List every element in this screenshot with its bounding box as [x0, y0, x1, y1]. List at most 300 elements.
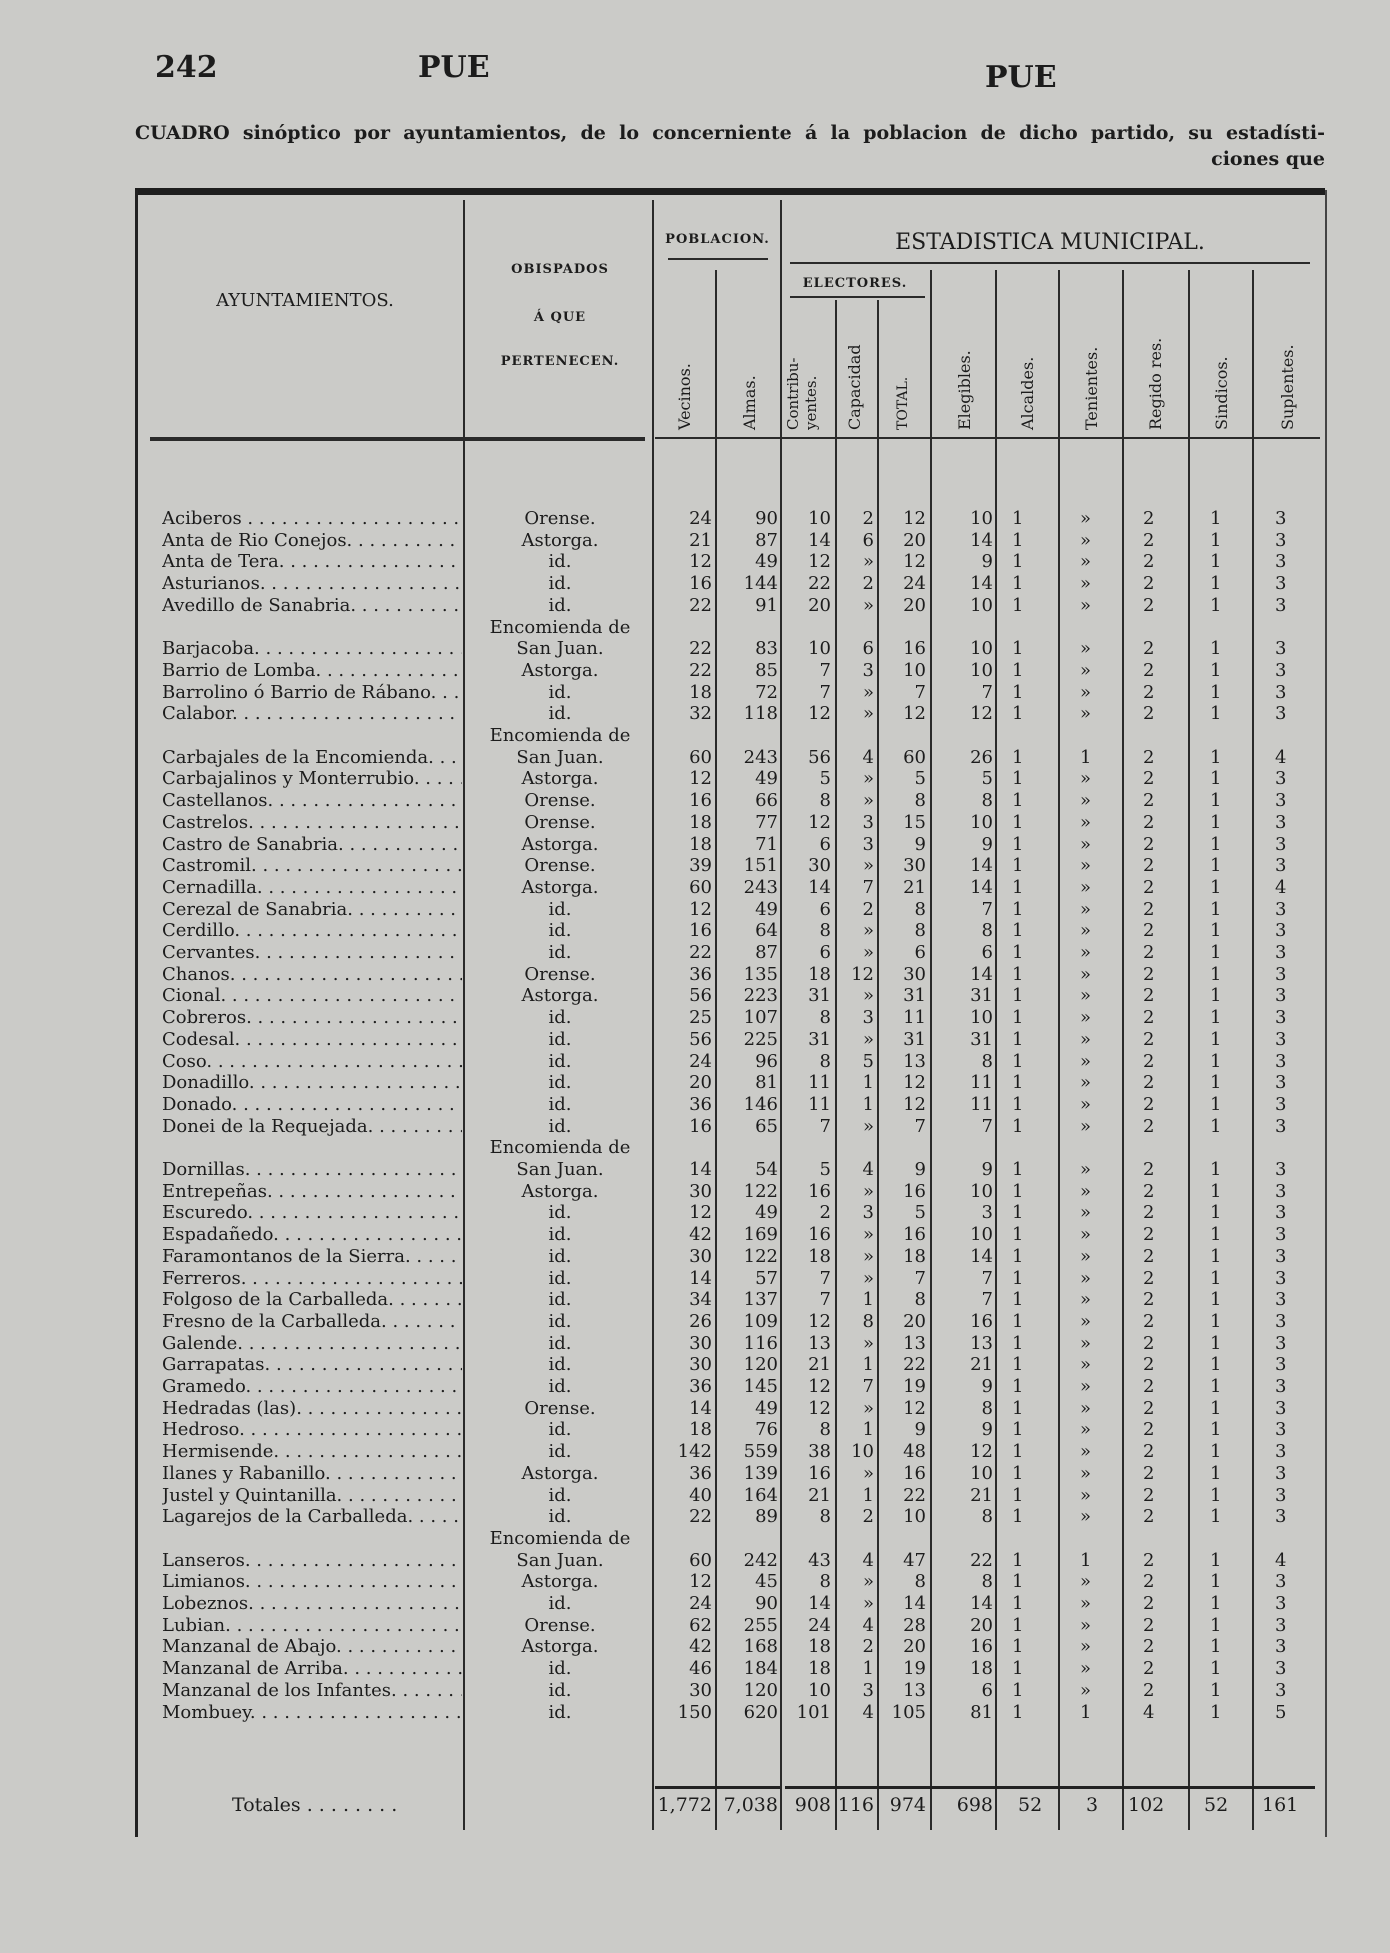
cell-tot: 12	[903, 1072, 926, 1093]
cell-sin: 1	[1210, 877, 1222, 898]
cell-vec: 36	[689, 1463, 712, 1484]
obispado-cell: id.	[548, 1311, 572, 1332]
obispado-prefix-line	[0, 725, 1390, 747]
cell-reg: 2	[1143, 1419, 1155, 1440]
cell-sup: 3	[1275, 682, 1287, 703]
obispado-prefix: Encomienda de	[489, 725, 631, 746]
ayuntamiento-name: Justel y Quintanilla. . . .	[162, 1485, 462, 1507]
table-row	[0, 1116, 1390, 1138]
cell-con: 30	[808, 855, 831, 876]
cell-con: 20	[808, 595, 831, 616]
cell-sin: 1	[1210, 964, 1222, 985]
cell-vec: 32	[689, 703, 712, 724]
cell-con: 8	[819, 1571, 831, 1592]
cell-sup: 3	[1275, 1072, 1287, 1093]
cell-sup: 3	[1275, 638, 1287, 659]
cell-alm: 45	[755, 1571, 778, 1592]
cell-sup: 3	[1275, 985, 1287, 1006]
table-row	[0, 1376, 1390, 1398]
cell-reg: 2	[1143, 638, 1155, 659]
table-row	[0, 877, 1390, 899]
cell-reg: 2	[1143, 1029, 1155, 1050]
cell-reg: 2	[1143, 1268, 1155, 1289]
cell-alm: 120	[743, 1680, 778, 1701]
table-row	[0, 964, 1390, 986]
cell-reg: 2	[1143, 1051, 1155, 1072]
cell-alc: 1	[1012, 1485, 1024, 1506]
cell-cap: 1	[862, 1289, 874, 1310]
cell-cap: »	[862, 1224, 874, 1245]
cell-reg: 2	[1143, 1246, 1155, 1267]
obispado-cell: San Juan.	[516, 1159, 604, 1180]
cell-ten: »	[1080, 877, 1092, 898]
cell-vec: 12	[689, 768, 712, 789]
cell-cap: »	[862, 1463, 874, 1484]
cell-cap: 1	[862, 1072, 874, 1093]
cell-sup: 3	[1275, 1159, 1287, 1180]
cell-ele: 7	[981, 1289, 993, 1310]
cell-tot: 20	[903, 530, 926, 551]
obispado-cell: id.	[548, 1051, 572, 1072]
cell-ele: 14	[970, 1593, 993, 1614]
cell-sup: 3	[1275, 1116, 1287, 1137]
cell-sup: 3	[1275, 1506, 1287, 1527]
header-suplentes: Suplentes.	[1278, 344, 1297, 430]
cell-sup: 3	[1275, 1441, 1287, 1462]
cell-reg: 2	[1143, 747, 1155, 768]
cell-tot: 30	[903, 964, 926, 985]
cell-sup: 3	[1275, 855, 1287, 876]
cell-cap: »	[862, 551, 874, 572]
cell-sin: 1	[1210, 1571, 1222, 1592]
table-row	[0, 1636, 1390, 1658]
totals-label-text: Totales	[232, 1794, 301, 1816]
cell-alc: 1	[1012, 985, 1024, 1006]
cell-cap: 1	[862, 1419, 874, 1440]
cell-tot: 8	[914, 790, 926, 811]
cell-alm: 83	[755, 638, 778, 659]
cell-tot: 7	[914, 1268, 926, 1289]
ayuntamiento-name: Anta de Tera. . . .	[162, 551, 462, 573]
cell-vec: 22	[689, 942, 712, 963]
ayuntamiento-name: Cerdillo. . . .	[162, 920, 462, 942]
cell-cap: 8	[862, 1311, 874, 1332]
cell-sin: 1	[1210, 812, 1222, 833]
obispado-cell: Astorga.	[521, 530, 599, 551]
cell-vec: 16	[689, 573, 712, 594]
table-row	[0, 1159, 1390, 1181]
cell-sin: 1	[1210, 1593, 1222, 1614]
cell-ten: »	[1080, 1007, 1092, 1028]
running-head-right: PUE	[985, 60, 1057, 95]
obispado-cell: Orense.	[524, 1615, 596, 1636]
cell-tot: 20	[903, 1636, 926, 1657]
cell-cap: 6	[862, 530, 874, 551]
cell-ten: »	[1080, 682, 1092, 703]
cell-alc: 1	[1012, 790, 1024, 811]
cell-vec: 14	[689, 1159, 712, 1180]
cell-con: 12	[808, 1376, 831, 1397]
cell-con: 12	[808, 1311, 831, 1332]
cell-alm: 255	[743, 1615, 778, 1636]
cell-ele: 14	[970, 573, 993, 594]
table-caption	[135, 120, 1325, 172]
cell-ten: »	[1080, 1463, 1092, 1484]
cell-ten: »	[1080, 1289, 1092, 1310]
total-alcaldes: 52	[1018, 1794, 1043, 1816]
cell-reg: 2	[1143, 899, 1155, 920]
cell-alm: 620	[743, 1702, 778, 1723]
cell-sin: 1	[1210, 1224, 1222, 1245]
cell-ten: »	[1080, 1094, 1092, 1115]
ayuntamiento-name: Espadañedo. . . .	[162, 1224, 462, 1246]
cell-alc: 1	[1012, 920, 1024, 941]
cell-ten: »	[1080, 1051, 1092, 1072]
cell-alc: 1	[1012, 1376, 1024, 1397]
table-row	[0, 530, 1390, 552]
cell-cap: »	[862, 985, 874, 1006]
cell-con: 8	[819, 1506, 831, 1527]
table-row	[0, 1311, 1390, 1333]
cell-cap: 3	[862, 1202, 874, 1223]
cell-alc: 1	[1012, 855, 1024, 876]
cell-tot: 11	[903, 1007, 926, 1028]
table-row	[0, 573, 1390, 595]
header-obispados-2: Á QUE	[533, 310, 587, 325]
cell-alc: 1	[1012, 1702, 1024, 1723]
cell-ele: 12	[970, 1441, 993, 1462]
cell-alm: 49	[755, 1398, 778, 1419]
cell-cap: 3	[862, 812, 874, 833]
obispado-cell: id.	[548, 920, 572, 941]
obispado-cell: Astorga.	[521, 1181, 599, 1202]
cell-cap: 3	[862, 1007, 874, 1028]
cell-tot: 47	[903, 1550, 926, 1571]
totals-label: Totales . . . . . . . .	[232, 1794, 398, 1816]
ayuntamiento-name: Castellanos. . . .	[162, 790, 462, 812]
cell-ten: »	[1080, 1615, 1092, 1636]
cell-cap: »	[862, 1333, 874, 1354]
cell-ten: 1	[1080, 1702, 1092, 1723]
cell-sin: 1	[1210, 1094, 1222, 1115]
obispado-cell: Astorga.	[521, 877, 599, 898]
cell-vec: 36	[689, 1094, 712, 1115]
cell-ten: 1	[1080, 747, 1092, 768]
total-elegibles: 698	[956, 1794, 993, 1816]
cell-vec: 30	[689, 1333, 712, 1354]
header-total: TOTAL.	[895, 376, 911, 430]
cell-vec: 22	[689, 660, 712, 681]
estadistica-brace	[790, 262, 1310, 264]
cell-alc: 1	[1012, 1636, 1024, 1657]
cell-con: 10	[808, 508, 831, 529]
obispado-cell: id.	[548, 899, 572, 920]
obispado-prefix-line	[0, 617, 1390, 639]
cell-cap: 2	[862, 1636, 874, 1657]
cell-cap: 7	[862, 877, 874, 898]
cell-sup: 3	[1275, 1289, 1287, 1310]
cell-ele: 81	[970, 1702, 993, 1723]
cell-alc: 1	[1012, 747, 1024, 768]
table-row	[0, 660, 1390, 682]
cell-tot: 20	[903, 1311, 926, 1332]
cell-sin: 1	[1210, 855, 1222, 876]
cell-alm: 109	[743, 1311, 778, 1332]
cell-vec: 30	[689, 1181, 712, 1202]
cell-sup: 3	[1275, 1636, 1287, 1657]
cell-cap: 3	[862, 660, 874, 681]
cell-alm: 122	[743, 1181, 778, 1202]
cell-sin: 1	[1210, 1485, 1222, 1506]
ayuntamiento-name: Asturianos. . . .	[162, 573, 462, 595]
header-obispados-3: PERTENECEN.	[500, 354, 620, 369]
cell-reg: 2	[1143, 1072, 1155, 1093]
table-row	[0, 1571, 1390, 1593]
cell-cap: »	[862, 1029, 874, 1050]
table-row	[0, 551, 1390, 573]
cell-con: 10	[808, 1680, 831, 1701]
cell-con: 8	[819, 790, 831, 811]
cell-tot: 16	[903, 1224, 926, 1245]
cell-sin: 1	[1210, 551, 1222, 572]
cell-sin: 1	[1210, 508, 1222, 529]
cell-alm: 120	[743, 1354, 778, 1375]
table-row	[0, 1658, 1390, 1680]
obispado-prefix: Encomienda de	[489, 1528, 631, 1549]
cell-sup: 3	[1275, 1398, 1287, 1419]
cell-reg: 2	[1143, 1289, 1155, 1310]
cell-con: 6	[819, 834, 831, 855]
ayuntamiento-name: Donado. . . .	[162, 1094, 462, 1116]
cell-sin: 1	[1210, 985, 1222, 1006]
cell-ele: 14	[970, 1246, 993, 1267]
cell-tot: 21	[903, 877, 926, 898]
obispado-cell: id.	[548, 1007, 572, 1028]
cell-con: 13	[808, 1333, 831, 1354]
cell-ele: 11	[970, 1072, 993, 1093]
cell-alm: 71	[755, 834, 778, 855]
cell-vec: 22	[689, 638, 712, 659]
cell-vec: 34	[689, 1289, 712, 1310]
cell-cap: »	[862, 1181, 874, 1202]
cell-alc: 1	[1012, 703, 1024, 724]
cell-alm: 137	[743, 1289, 778, 1310]
ayuntamiento-name: Chanos. . . .	[162, 964, 462, 986]
cell-tot: 22	[903, 1485, 926, 1506]
cell-tot: 16	[903, 638, 926, 659]
cell-reg: 4	[1143, 1702, 1155, 1723]
obispado-cell: Astorga.	[521, 1636, 599, 1657]
cell-con: 24	[808, 1615, 831, 1636]
cell-ten: »	[1080, 1333, 1092, 1354]
cell-ele: 10	[970, 1007, 993, 1028]
cell-ele: 8	[981, 1571, 993, 1592]
table-row	[0, 1615, 1390, 1637]
cell-alc: 1	[1012, 964, 1024, 985]
cell-sin: 1	[1210, 1289, 1222, 1310]
table-row	[0, 1398, 1390, 1420]
ayuntamiento-name: Cobreros. . . .	[162, 1007, 462, 1029]
cell-con: 12	[808, 703, 831, 724]
table-row	[0, 595, 1390, 617]
table-row	[0, 899, 1390, 921]
cell-vec: 56	[689, 985, 712, 1006]
cell-reg: 2	[1143, 812, 1155, 833]
obispado-cell: Astorga.	[521, 1463, 599, 1484]
cell-tot: 31	[903, 985, 926, 1006]
cell-ele: 10	[970, 508, 993, 529]
cell-tot: 13	[903, 1051, 926, 1072]
cell-con: 18	[808, 1636, 831, 1657]
cell-ele: 10	[970, 595, 993, 616]
ayuntamiento-name: Donei de la Requejada. . . .	[162, 1116, 462, 1138]
cell-tot: 8	[914, 899, 926, 920]
cell-vec: 14	[689, 1398, 712, 1419]
cell-sin: 1	[1210, 1116, 1222, 1137]
cell-ten: »	[1080, 1441, 1092, 1462]
cell-alc: 1	[1012, 1354, 1024, 1375]
cell-con: 11	[808, 1072, 831, 1093]
cell-vec: 16	[689, 1116, 712, 1137]
ayuntamiento-name: Lubian. . . .	[162, 1615, 462, 1637]
cell-ele: 26	[970, 747, 993, 768]
obispado-cell: id.	[548, 1506, 572, 1527]
cell-tot: 12	[903, 703, 926, 724]
cell-alc: 1	[1012, 877, 1024, 898]
cell-alc: 1	[1012, 1007, 1024, 1028]
cell-cap: »	[862, 1268, 874, 1289]
cell-tot: 9	[914, 1159, 926, 1180]
obispado-cell: Astorga.	[521, 985, 599, 1006]
cell-ele: 6	[981, 1680, 993, 1701]
table-row	[0, 1419, 1390, 1441]
table-row	[0, 703, 1390, 725]
cell-tot: 24	[903, 573, 926, 594]
cell-ten: »	[1080, 1246, 1092, 1267]
cell-tot: 12	[903, 551, 926, 572]
cell-reg: 2	[1143, 1354, 1155, 1375]
ayuntamiento-name: Castrelos. . . .	[162, 812, 462, 834]
cell-vec: 150	[677, 1702, 712, 1723]
cell-alc: 1	[1012, 1246, 1024, 1267]
cell-con: 8	[819, 920, 831, 941]
cell-reg: 2	[1143, 1116, 1155, 1137]
cell-con: 7	[819, 1289, 831, 1310]
cell-alm: 116	[743, 1333, 778, 1354]
table-row	[0, 1202, 1390, 1224]
cell-con: 8	[819, 1419, 831, 1440]
cell-cap: »	[862, 703, 874, 724]
total-almas: 7,038	[723, 1794, 778, 1816]
cell-con: 43	[808, 1550, 831, 1571]
cell-ele: 20	[970, 1615, 993, 1636]
cell-alc: 1	[1012, 530, 1024, 551]
total-electores: 974	[889, 1794, 926, 1816]
obispado-cell: id.	[548, 942, 572, 963]
table-row	[0, 1702, 1390, 1724]
table-row	[0, 1441, 1390, 1463]
cell-reg: 2	[1143, 985, 1155, 1006]
cell-sin: 1	[1210, 1311, 1222, 1332]
obispado-cell: id.	[548, 1333, 572, 1354]
cell-tot: 31	[903, 1029, 926, 1050]
cell-sin: 1	[1210, 942, 1222, 963]
cell-sup: 3	[1275, 1485, 1287, 1506]
cell-ten: »	[1080, 1354, 1092, 1375]
table-row	[0, 1289, 1390, 1311]
obispado-cell: San Juan.	[516, 638, 604, 659]
cell-reg: 2	[1143, 1441, 1155, 1462]
cell-sin: 1	[1210, 1029, 1222, 1050]
cell-alc: 1	[1012, 1593, 1024, 1614]
cell-ten: »	[1080, 1571, 1092, 1592]
cell-alc: 1	[1012, 1029, 1024, 1050]
cell-cap: 6	[862, 638, 874, 659]
cell-vec: 22	[689, 595, 712, 616]
cell-ele: 9	[981, 1419, 993, 1440]
cell-vec: 18	[689, 682, 712, 703]
cell-alm: 87	[755, 942, 778, 963]
cell-alm: 559	[743, 1441, 778, 1462]
cell-alc: 1	[1012, 1571, 1024, 1592]
cell-alc: 1	[1012, 1398, 1024, 1419]
poblacion-brace	[668, 258, 768, 260]
cell-alm: 168	[743, 1636, 778, 1657]
cell-vec: 30	[689, 1354, 712, 1375]
cell-ten: »	[1080, 1116, 1092, 1137]
cell-sup: 3	[1275, 1268, 1287, 1289]
cell-sin: 1	[1210, 1550, 1222, 1571]
ayuntamiento-name: Hedradas (las). . . .	[162, 1398, 462, 1420]
table-row	[0, 1224, 1390, 1246]
cell-ten: »	[1080, 551, 1092, 572]
obispado-cell: id.	[548, 1376, 572, 1397]
cell-ele: 21	[970, 1354, 993, 1375]
cell-ele: 14	[970, 964, 993, 985]
cell-sup: 3	[1275, 573, 1287, 594]
table-row	[0, 1506, 1390, 1528]
cell-reg: 2	[1143, 660, 1155, 681]
cell-ten: »	[1080, 530, 1092, 551]
cell-sup: 3	[1275, 1333, 1287, 1354]
cell-cap: 10	[851, 1441, 874, 1462]
obispado-cell: San Juan.	[516, 1550, 604, 1571]
cell-sup: 3	[1275, 899, 1287, 920]
cell-reg: 2	[1143, 682, 1155, 703]
ayuntamiento-name: Anta de Rio Conejos. . . .	[162, 530, 462, 552]
cell-reg: 2	[1143, 1094, 1155, 1115]
cell-alm: 164	[743, 1485, 778, 1506]
cell-reg: 2	[1143, 1571, 1155, 1592]
cell-alc: 1	[1012, 682, 1024, 703]
ayuntamiento-name: Folgoso de la Carballeda. . . .	[162, 1289, 462, 1311]
obispado-cell: Astorga.	[521, 768, 599, 789]
cell-sin: 1	[1210, 1007, 1222, 1028]
cell-sup: 3	[1275, 1376, 1287, 1397]
cell-ele: 14	[970, 530, 993, 551]
cell-ten: »	[1080, 703, 1092, 724]
cell-vec: 12	[689, 1202, 712, 1223]
cell-cap: 3	[862, 1680, 874, 1701]
cell-con: 6	[819, 942, 831, 963]
cell-con: 16	[808, 1463, 831, 1484]
obispado-cell: id.	[548, 1419, 572, 1440]
cell-reg: 2	[1143, 1311, 1155, 1332]
ayuntamiento-name: Garrapatas. . . .	[162, 1354, 462, 1376]
table-row	[0, 855, 1390, 877]
ayuntamiento-name: Coso. . . .	[162, 1051, 462, 1073]
obispado-cell: id.	[548, 1246, 572, 1267]
